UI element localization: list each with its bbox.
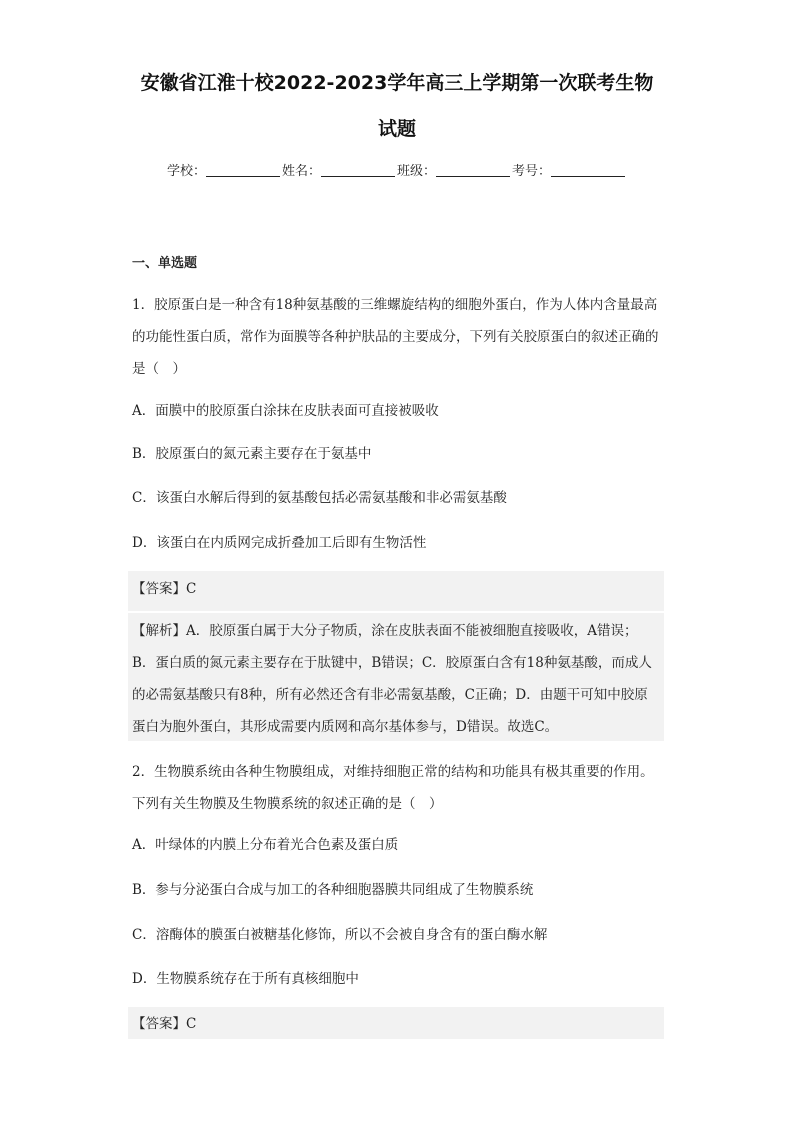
question-1-option-a: A．面膜中的胶原蛋白涂抹在皮肤表面可直接被吸收 (132, 403, 439, 419)
name-label: 姓名： (281, 164, 321, 179)
answer-label: 【答案】 (132, 1016, 186, 1032)
question-1-stem: 1．胶原蛋白是一种含有18种氨基酸的三维螺旋结构的细胞外蛋白，作为人体内含量最高的功能性蛋白质，常作为面膜等各种护肤品的主要成分，下列有关胶原蛋白的叙述正确的是（ ） (132, 297, 659, 377)
question-1-explanation: A．胶原蛋白属于大分子物质，涂在皮肤表面不能被细胞直接吸收，A错误；B．蛋白质的氮元素主要存在于肽键中，B错误；C．胶原蛋白含有18种氨基酸，而成人的必需氨基酸只有8种，所有必然还含有非必需氨基酸，C正确；D．由题干可知中胶原蛋白为胞外蛋白，其形成需要内质网和高尔基体参与，D错误。故选C。 (132, 623, 652, 735)
school-label: 学校： (166, 164, 206, 179)
question-1-answer-box (128, 571, 664, 611)
question-1-option-b: B．胶原蛋白的氮元素主要存在于氨基中 (132, 446, 372, 462)
document-title-line1: 安徽省江淮十校2022-2023学年高三上学期第一次联考生物 (140, 72, 654, 94)
question-1-answer: C (186, 581, 197, 597)
exam-no-blank[interactable] (551, 164, 625, 177)
question-1-option-d: D．该蛋白在内质网完成折叠加工后即有生物活性 (132, 535, 427, 551)
name-blank[interactable] (321, 164, 395, 177)
question-2-answer-box (128, 1007, 664, 1039)
question-2-answer: C (186, 1016, 197, 1032)
question-2-stem: 2．生物膜系统由各种生物膜组成，对维持细胞正常的结构和功能具有极其重要的作用。下列有关生物膜及生物膜系统的叙述正确的是（ ） (132, 764, 654, 812)
school-blank[interactable] (206, 164, 280, 177)
document-title-line2: 试题 (377, 118, 416, 140)
explanation-label: 【解析】 (132, 623, 186, 639)
class-label: 班级： (397, 164, 437, 179)
question-1-option-c: C．该蛋白水解后得到的氨基酸包括必需氨基酸和非必需氨基酸 (132, 490, 507, 506)
exam-no-label: 考号： (512, 164, 552, 179)
section-heading: 一、单选题 (132, 256, 198, 271)
question-2-option-a: A．叶绿体的内膜上分布着光合色素及蛋白质 (132, 837, 399, 853)
class-blank[interactable] (436, 164, 510, 177)
question-2-option-c: C．溶酶体的膜蛋白被糖基化修饰，所以不会被自身含有的蛋白酶水解 (132, 927, 548, 943)
question-2-option-d: D．生物膜系统存在于所有真核细胞中 (132, 971, 359, 987)
student-info-row (0, 160, 794, 179)
question-2-option-b: B．参与分泌蛋白合成与加工的各种细胞器膜共同组成了生物膜系统 (132, 882, 534, 898)
answer-label: 【答案】 (132, 581, 186, 597)
question-1-explanation-box (128, 613, 664, 741)
